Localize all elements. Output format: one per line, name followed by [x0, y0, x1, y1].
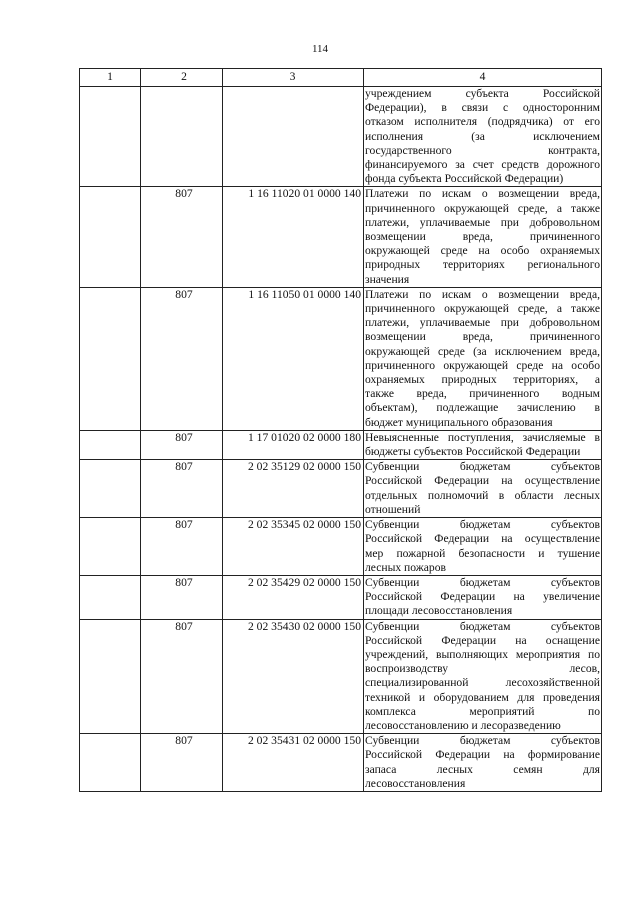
- description-line: отношений: [365, 502, 421, 516]
- cell-budget-classification-code: 1 17 01020 02 0000 180: [223, 430, 364, 459]
- description-line: финансируемого за счет средств дорожного: [365, 158, 600, 172]
- description-line: воспроизводству лесов,: [365, 662, 600, 676]
- cell-budget-classification-code: 2 02 35430 02 0000 150: [223, 619, 364, 734]
- cell-col-1: [80, 619, 141, 734]
- table-row: [80, 619, 602, 734]
- header-col-1: 1: [80, 69, 141, 87]
- description-line: отказом исполнителя (подрядчика) от его: [365, 115, 600, 129]
- table-row: [80, 287, 602, 430]
- table-row: [80, 87, 602, 187]
- header-col-4: 4: [364, 69, 602, 87]
- description-line: значения: [365, 272, 410, 286]
- cell-description: [364, 187, 602, 287]
- cell-admin-code: 807: [141, 287, 223, 430]
- description-line: площади лесовосстановления: [365, 604, 513, 618]
- cell-col-1: [80, 734, 141, 792]
- description-line: Платежи по искам о возмещении вреда,: [365, 187, 600, 201]
- description-line: Российской Федерации на осуществление: [365, 532, 600, 546]
- cell-budget-classification-code: 1 16 11020 01 0000 140: [223, 187, 364, 287]
- cell-col-1: [80, 518, 141, 576]
- cell-budget-classification-code: 2 02 35431 02 0000 150: [223, 734, 364, 792]
- description-line: возмещении вреда, причиненного: [365, 230, 600, 244]
- description-line: Российской Федерации на осуществление: [365, 474, 600, 488]
- description-line: причиненного окружающей среде, а также: [365, 201, 600, 215]
- description-line: окружающей среде (за исключением вреда,: [365, 344, 600, 358]
- description-line: платежи, уплачиваемые при добровольном: [365, 215, 600, 229]
- table-row: [80, 460, 602, 518]
- description-line: Субвенции бюджетам субъектов: [365, 460, 600, 474]
- cell-admin-code: 807: [141, 518, 223, 576]
- cell-admin-code: 807: [141, 187, 223, 287]
- description-line: также вреда, причиненного водным: [365, 387, 600, 401]
- cell-col-1: [80, 187, 141, 287]
- description-line: окружающей среде на особо охраняемых: [365, 244, 600, 258]
- description-line: отдельных полномочий в области лесных: [365, 488, 600, 502]
- cell-budget-classification-code: 2 02 35429 02 0000 150: [223, 575, 364, 619]
- description-line: бюджеты субъектов Российской Федерации: [365, 445, 581, 459]
- description-line: комплекса мероприятий по: [365, 704, 600, 718]
- cell-col-1: [80, 430, 141, 459]
- description-line: мер пожарной безопасности и тушение: [365, 546, 600, 560]
- cell-description: [364, 287, 602, 430]
- cell-admin-code: [141, 87, 223, 187]
- description-line: исполнения (за исключением: [365, 129, 600, 143]
- description-line: платежи, уплачиваемые при добровольном: [365, 316, 600, 330]
- description-line: лесовосстановления: [365, 776, 466, 790]
- cell-admin-code: 807: [141, 430, 223, 459]
- description-line: фонда субъекта Российской Федерации): [365, 172, 564, 186]
- description-line: лесовосстановлению и лесоразведению: [365, 718, 561, 732]
- table-row: [80, 734, 602, 792]
- cell-description: [364, 460, 602, 518]
- description-line: охраняемых природных территориях, а: [365, 373, 600, 387]
- description-line: учреждений, выполняющих мероприятия по: [365, 647, 600, 661]
- description-line: лесных пожаров: [365, 560, 446, 574]
- description-line: Субвенции бюджетам субъектов: [365, 734, 600, 748]
- cell-col-1: [80, 87, 141, 187]
- cell-admin-code: 807: [141, 734, 223, 792]
- cell-description: [364, 619, 602, 734]
- cell-description: [364, 430, 602, 459]
- description-line: объектам), подлежащие зачислению в: [365, 401, 600, 415]
- cell-budget-classification-code: [223, 87, 364, 187]
- description-line: учреждением субъекта Российской: [365, 87, 600, 100]
- cell-admin-code: 807: [141, 460, 223, 518]
- description-line: запаса лесных семян для: [365, 762, 600, 776]
- page-number: 114: [311, 43, 329, 55]
- description-line: Российской Федерации на оснащение: [365, 633, 600, 647]
- description-line: Платежи по искам о возмещении вреда,: [365, 287, 600, 301]
- table-row: [80, 187, 602, 287]
- table-header-row: [80, 69, 602, 87]
- description-line: бюджет муниципального образования: [365, 415, 553, 429]
- description-line: причиненного окружающей среде, а также: [365, 302, 600, 316]
- cell-col-1: [80, 575, 141, 619]
- description-line: техникой и оборудованием для проведения: [365, 690, 600, 704]
- header-col-2: 2: [141, 69, 223, 87]
- description-line: Российской Федерации на формирование: [365, 748, 600, 762]
- cell-col-1: [80, 460, 141, 518]
- cell-description: [364, 518, 602, 576]
- cell-budget-classification-code: 2 02 35129 02 0000 150: [223, 460, 364, 518]
- cell-col-1: [80, 287, 141, 430]
- description-line: причиненного окружающей среде на особо: [365, 358, 600, 372]
- cell-admin-code: 807: [141, 619, 223, 734]
- description-line: возмещении вреда, причиненного: [365, 330, 600, 344]
- cell-description: [364, 734, 602, 792]
- description-line: Субвенции бюджетам субъектов: [365, 619, 600, 633]
- table-row: [80, 518, 602, 576]
- description-line: государственного контракта,: [365, 143, 600, 157]
- description-line: специализированной лесохозяйственной: [365, 676, 600, 690]
- table-row: [80, 430, 602, 459]
- description-line: природных территориях регионального: [365, 258, 600, 272]
- cell-budget-classification-code: 2 02 35345 02 0000 150: [223, 518, 364, 576]
- cell-description: [364, 87, 602, 187]
- description-line: Российской Федерации на увеличение: [365, 590, 600, 604]
- description-line: Федерации), в связи с односторонним: [365, 101, 600, 115]
- description-line: Субвенции бюджетам субъектов: [365, 575, 600, 589]
- budget-codes-table: [79, 68, 602, 792]
- description-line: Субвенции бюджетам субъектов: [365, 518, 600, 532]
- header-col-3: 3: [223, 69, 364, 87]
- cell-description: [364, 575, 602, 619]
- description-line: Невыясненные поступления, зачисляемые в: [365, 430, 600, 444]
- cell-admin-code: 807: [141, 575, 223, 619]
- table-row: [80, 575, 602, 619]
- cell-budget-classification-code: 1 16 11050 01 0000 140: [223, 287, 364, 430]
